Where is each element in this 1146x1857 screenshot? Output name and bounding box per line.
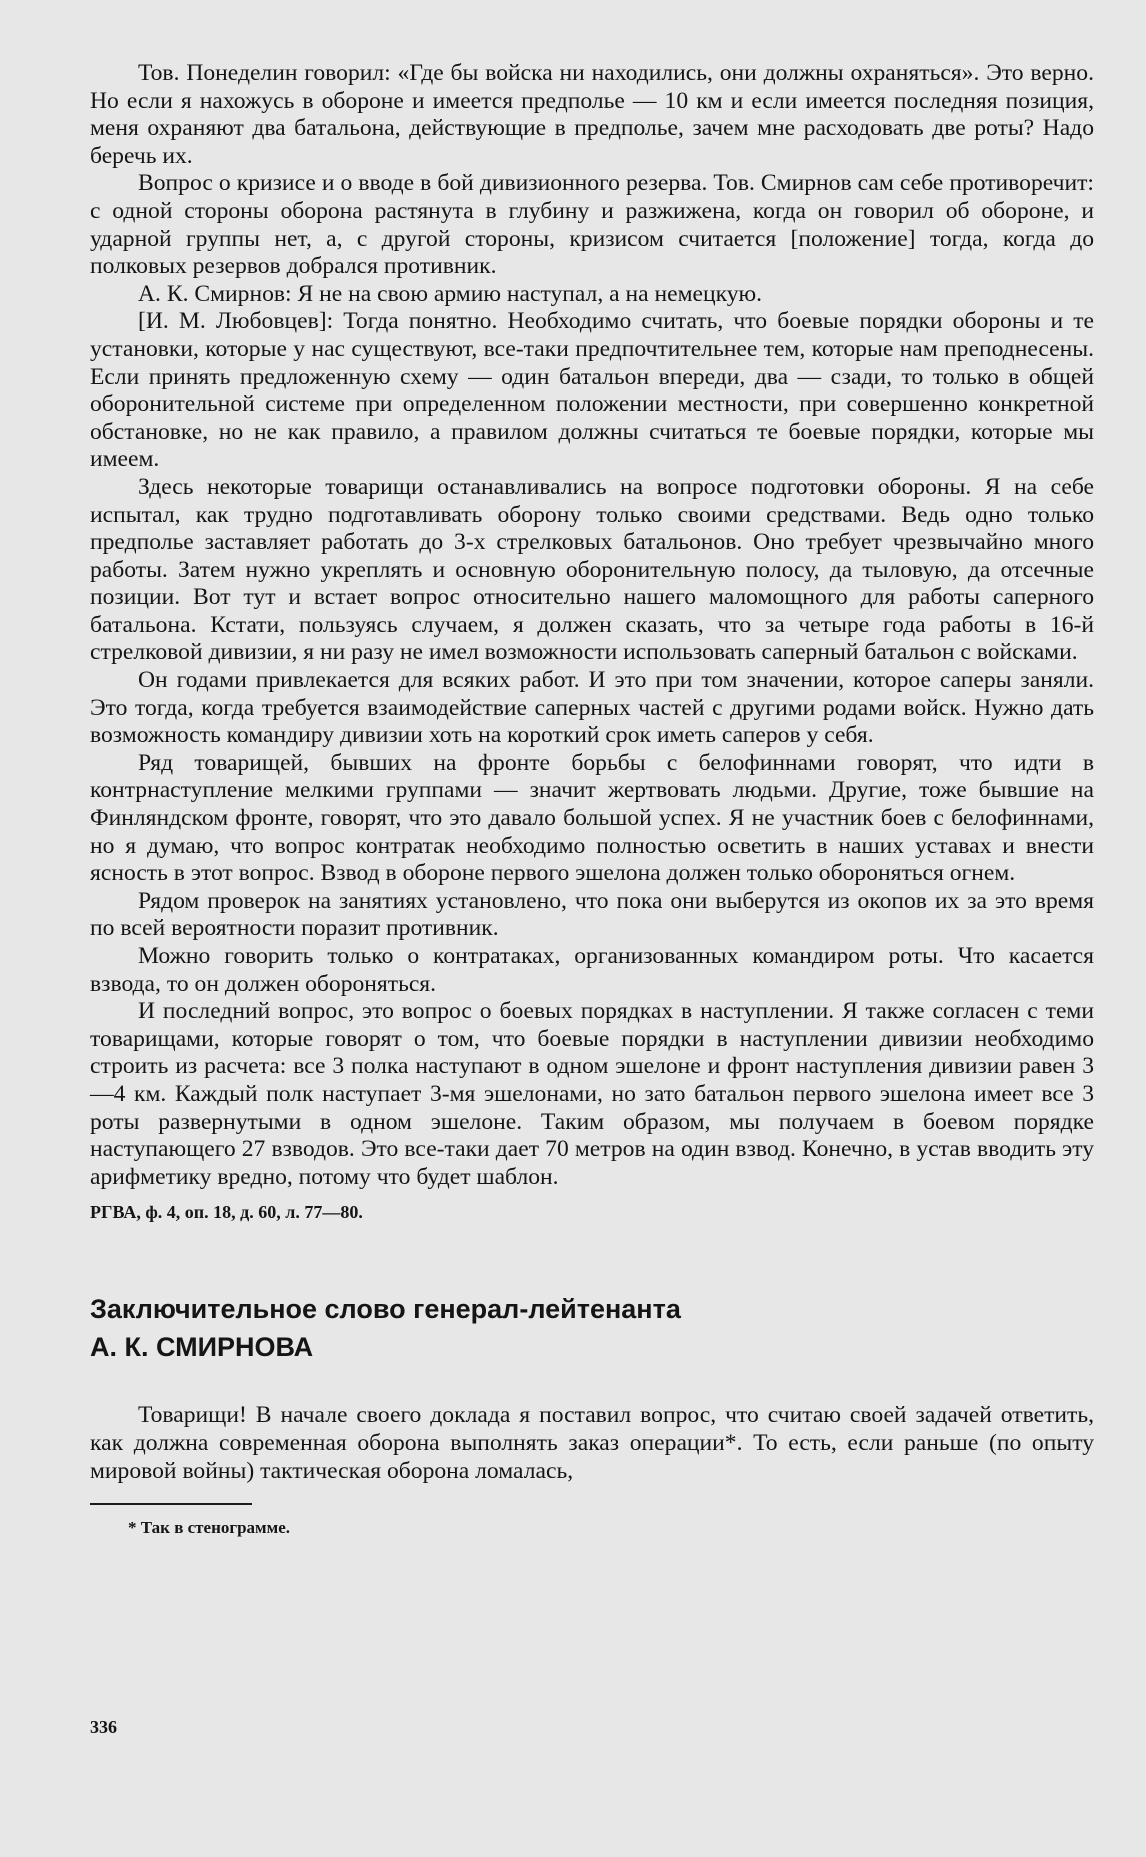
paragraph: Можно говорить только о контратаках, организованных командиром роты. Что касается взвода, то он должен обороняться. [90, 943, 1094, 997]
paragraph: Товарищи! В начале своего доклада я поставил вопрос, что считаю своей задачей ответить, как должна современная оборона выполнять заказ операции*. То есть, если раньше (по опыту мировой войны) тактическая оборона ломалась, [90, 1402, 1094, 1484]
main-text [90, 60, 1094, 1191]
page-number: 336 [90, 1717, 117, 1737]
paragraph: Ряд товарищей, бывших на фронте борьбы с белофиннами говорят, что идти в контрнаступление мелкими группами — значит жертвовать людьми. Другие, тоже бывшие на Финляндском фронте, говорят, что это давало большой успех. Я не участник боев с белофиннами, но я думаю, что вопрос контратак необходимо полностью осветить в наших уставах и внести ясность в этот вопрос. Взвод в обороне первого эшелона должен только обороняться огнем. [90, 749, 1094, 887]
paragraph: Вопрос о кризисе и о вводе в бой дивизионного резерва. Тов. Смирнов сам себе противоречит: с одной стороны оборона растянута в глубину и разжижена, когда он говорил об обороне, и ударной группы нет, а, с другой стороны, кризисом считается [положение] тогда, когда до полковых резервов добрался противник. [90, 170, 1094, 280]
paragraph: Тов. Понеделин говорил: «Где бы войска ни находились, они должны охраняться». Это верно. Но если я нахожусь в обороне и имеется предполье — 10 км и если имеется последняя позиция, меня охраняют два батальона, действующие в предполье, зачем мне расходовать две роты? Надо беречь их. [90, 60, 1094, 169]
heading-line-2: А. К. СМИРНОВА [90, 1332, 314, 1363]
paragraph: Рядом проверок на занятиях установлено, что пока они выберутся из окопов их за это время по всей вероятности поразит противник. [90, 887, 1094, 942]
closing-text [90, 1402, 1094, 1485]
paragraph: Он годами привлекается для всяких работ. И это при том значении, которое саперы заняли. Это тогда, когда требуется взаимодействие саперных частей с другими родами войск. Нужно дать возможность командиру дивизии хоть на короткий срок иметь саперов у себя. [90, 667, 1094, 749]
paragraph: Здесь некоторые товарищи останавливались на вопросе подготовки обороны. Я на себе испытал, как трудно подготавливать оборону только своими средствами. Ведь одно только предполье заставляет работать до 3-х стрелковых батальонов. Оно требует чрезвычайно много работы. Затем нужно укреплять и основную оборонительную полосу, да тыловую, да отсечные позиции. Вот тут и встает вопрос относительно нашего маломощного для работы саперного батальона. Кстати, пользуясь случаем, я должен сказать, что за четыре года работы в 16-й стрелковой дивизии, я ни разу не имел возможности использовать саперный батальон с войсками. [90, 473, 1094, 666]
section-heading [90, 1290, 1094, 1366]
paragraph: А. К. Смирнов: Я не на свою армию наступал, а на немецкую. [138, 280, 763, 307]
heading-line-1: Заключительное слово генерал-лейтенанта [90, 1294, 681, 1325]
document-page [90, 60, 1094, 1539]
footnote: * Так в стенограмме. [128, 1518, 291, 1538]
archive-source-reference: РГВА, ф. 4, оп. 18, д. 60, л. 77—80. [90, 1202, 363, 1223]
footnote-divider [90, 1503, 252, 1505]
paragraph: [И. М. Любовцев]: Тогда понятно. Необходимо считать, что боевые порядки обороны и те установки, которые у нас существуют, все-таки предпочтительнее тем, которые нам преподнесены. Если принять предложенную схему — один батальон впереди, два — сзади, то только в общей оборонительной системе при определенном положении местности, при совершенно конкретной обстановке, но не как правило, а правилом должны считаться те боевые порядки, которые мы имеем. [90, 308, 1094, 473]
paragraph: И последний вопрос, это вопрос о боевых порядках в наступлении. Я также согласен с теми товарищами, которые говорят о том, что боевые порядки в наступлении дивизии необходимо строить из расчета: все 3 полка наступают в одном эшелоне и фронт наступления дивизии равен 3—4 км. Каждый полк наступает 3-мя эшелонами, но зато батальон первого эшелона имеет все 3 роты развернутыми в одном эшелоне. Таким образом, мы получаем в боевом порядке наступающего 27 взводов. Это все-таки дает 70 метров на один взвод. Конечно, в устав вводить эту арифметику вредно, потому что будет шаблон. [90, 998, 1094, 1190]
